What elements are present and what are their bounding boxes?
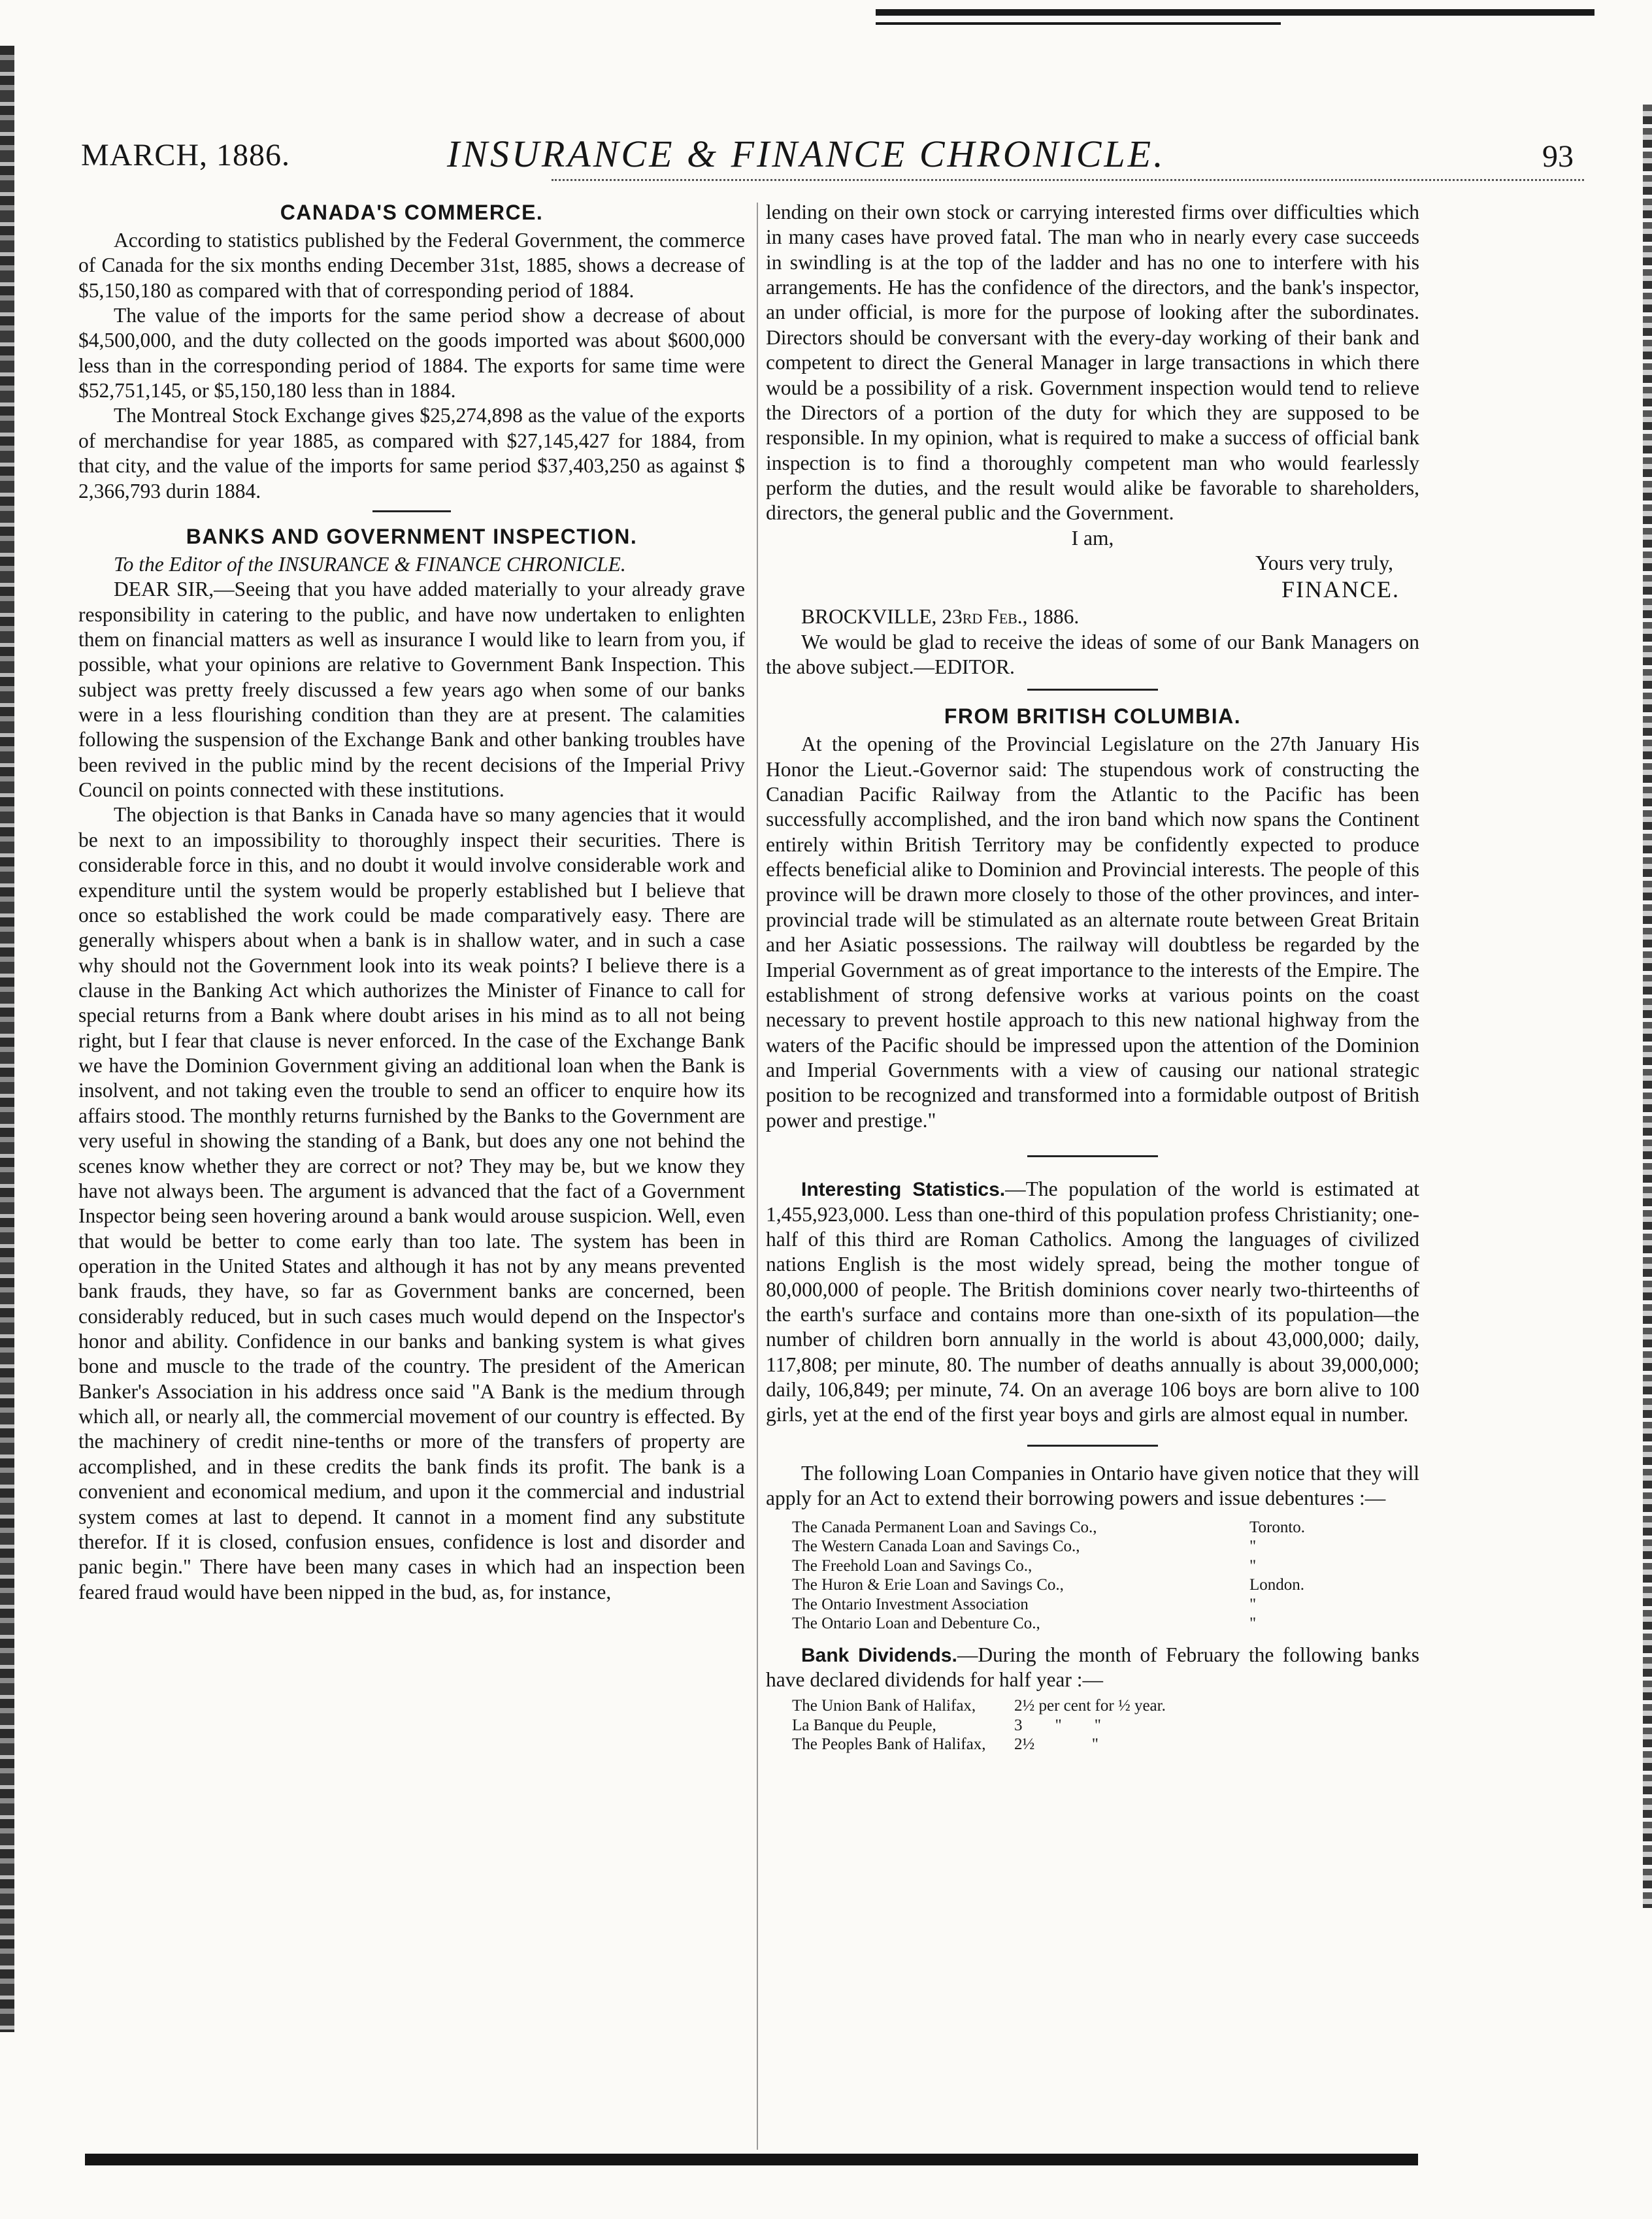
header-rule	[552, 179, 1584, 181]
list-item: The Western Canada Loan and Savings Co., "	[792, 1537, 1257, 1556]
article-heading-banks: BANKS AND GOVERNMENT INSPECTION.	[186, 524, 638, 548]
commerce-paragraph: The value of the imports for the same period show a decrease of about $4,500,000, and the duty collected on the goods imported was about $600,000 less than in the corresponding period of 1884. The exports for same time were $52,751,145, or $5,150,180 less than in 1884.	[78, 304, 745, 403]
dividends-paragraph	[766, 1643, 1419, 1693]
list-item: The Freehold Loan and Savings Co., "	[792, 1556, 1257, 1575]
bc-paragraph: At the opening of the Provincial Legislature on the 27th January His Honor the Lieut.-Governor said: The stupendous work of constructing the Canadian Pacific Railway from the Atlantic to the Pacific has been successfully accomplished, and the iron band which now spans the Continent entirely within British Territory may be confidently expected to produce effects beneficial alike to Dominion and Provincial interests. The people of this province will be drawn more closely to those of the other provinces, and inter-provincial trade will be stimulated as an alternate route between Great Britain and her Asiatic possessions. The railway will doubtless be regarded by the Imperial Government as of great importance to the interests of the Empire. The establishment of strong defensive works at various points on the coast necessary to prevent hostile approach to this new national highway from the waters of the Pacific should be impressed upon the attention of the Dominion and Imperial Governments with a view of causing our national strategic position to be recognized and transformed into a formidable outpost of British power and prestige."	[766, 732, 1419, 1132]
commerce-paragraph: According to statistics published by the Federal Government, the commerce of Canada for the six months ending December 31st, 1885, shows a decrease of $5,150,180 as compared with that of corresponding period of 1884.	[78, 228, 745, 302]
section-separator	[1027, 1155, 1158, 1157]
article-heading-commerce: CANADA'S COMMERCE.	[280, 201, 544, 224]
list-item: La Banque du Peuple, 3 " "	[792, 1716, 1101, 1734]
left-column	[78, 200, 745, 1605]
top-rule-thin	[876, 22, 1281, 25]
page-header	[81, 123, 1584, 182]
list-item: The Peoples Bank of Halifax, 2½ "	[792, 1735, 1099, 1754]
signature: FINANCE.	[1281, 576, 1400, 603]
statistics-paragraph	[766, 1177, 1419, 1428]
list-item: The Ontario Investment Association "	[792, 1595, 1257, 1613]
letter-paragraph: The objection is that Banks in Canada have so many agencies that it would be next to an impossibility to thoroughly inspect their securities. There is considerable force in this, and no doubt it would involve considerable work and expenditure until the system would be properly established but I believe that once so established the work could be made comparatively easy. There are generally whispers about when a bank is in shallow water, and in such a case why should not the Government look into its weak points? I believe there is a clause in the Banking Act which authorizes the Minister of Finance to call for special returns from a Bank where doubt arises in his mind as to all not being right, but I fear that clause is never enforced. In the case of the Exchange Bank we have the Dominion Government giving an additional loan when the Bank is insolvent, and not taking even the trouble to send an officer to enquire how its affairs stood. The monthly returns furnished by the Banks to the Government are very useful in showing the standing of a Bank, but does any one not behind the scenes know whether they are correct or not? They may be, but we know they have not always been. The argument is advanced that the fact of a Government Inspector being seen hovering around a bank would arouse suspicion. Well, even that would be better to come early than too late. The system has been in operation in the United States and although it has not by any means prevented bank frauds, they have, so far as Government banks are concerned, been considerably reduced, but in such cases much would depend on the Inspector's honor and ability. Confidence in our banks and banking system is what gives bone and muscle to the trade of the country. The president of the American Banker's Association in his address once said "A Bank is the medium through which all, or nearly all, the commercial movement of our country is effected. By the machinery of credit nine-tenths or more of the transfers of property are accomplished, and in these credits the bank finds its profit. The bank is a convenient and economical medium, and upon it the commercial and industrial system comes at last to depend. It cannot in a moment find any substitute therefor. If it is closed, confusion ensues, confidence is lost and disorder and panic begin." There have been many cases in which had an inspection been feared fraud would have been nipped in the bud, as, for instance,	[78, 803, 745, 1603]
letter-paragraph	[78, 577, 745, 802]
to-editor-line: To the Editor of the INSURANCE & FINANCE CHRONICLE.	[114, 552, 626, 576]
article-heading-bc: FROM BRITISH COLUMBIA.	[944, 704, 1242, 729]
publication-title: INSURANCE & FINANCE CHRONICLE.	[447, 133, 1166, 175]
loan-company-list	[766, 1518, 1419, 1634]
section-separator	[1027, 689, 1158, 691]
statistics-runin: Interesting Statistics.	[801, 1179, 1006, 1201]
right-column	[766, 200, 1419, 1754]
page-edge	[1643, 105, 1652, 1908]
statistics-text: —The population of the world is estimated at 1,455,923,000. Less than one-third of this population profess Christianity; one-half of this third are Roman Catholics. Among the languages of civilized nations English is the most widely spread, being the mother tongue of 80,000,000 of people. The British dominions cover nearly two-thirteenths of the earth's surface and contains more than one-sixth of its population—the number of children born annually in the world is about 43,000,000; daily, 117,808; per minute, 80. The number of deaths annually is about 39,000,000; daily, 106,849; per minute, 74. On an average 106 boys are born alive to 100 girls, yet at the end of the first year boys and girls are almost equal in number.	[766, 1177, 1420, 1426]
page-number: 93	[1542, 139, 1574, 174]
letter-text: —Seeing that you have added materially to your already grave responsibility in catering to the public, and have now undertaken to enlighten them on financial matters as well as insurance I would like to learn from you, if possible, what your opinions are relative to Government Bank Inspection. This subject was pretty freely discussed a few years ago when some of our banks were in a less flourishing condition than they are at present. The calamities following the suspension of the Exchange Bank and other banking troubles have been revived in the public mind by the recent decisions of the Imperial Privy Council on points connected with these institutions.	[78, 578, 745, 802]
top-rule	[876, 9, 1594, 16]
issue-date: MARCH, 1886.	[81, 138, 291, 173]
dividends-runin: Bank Dividends.	[801, 1644, 957, 1666]
letter-continued: lending on their own stock or carrying interested firms over difficulties which in many cases have proved fatal. The man who in nearly every case succeeds in swindling is at the top of the ladder and has no one to interfere with his arrangements. He has the confidence of the directors, and the bank's inspector, an under official, is more for the purpose of looking after the subordinates. Directors should be conversant with the every-day working of their bank and competent to direct the General Manager in large transactions in which there would be a possibility of a risk. Government inspection would tend to relieve the Directors of a portion of the duty for which they are supposed to be responsible. In my opinion, what is required to make a success of official bank inspection is to find a thoroughly competent man who would fearlessly perform the duties, and the result would alike be favorable to shareholders, directors, the general public and the Government.	[766, 201, 1419, 525]
binding-edge	[0, 46, 14, 2032]
editor-note: We would be glad to receive the ideas of some of our Bank Managers on the above subject.—EDITOR.	[766, 630, 1419, 678]
section-separator	[372, 510, 451, 512]
salutation: DEAR SIR,	[114, 578, 214, 601]
dividends-text: —During the month of February the following banks have declared dividends for half year :—	[766, 1643, 1419, 1692]
column-divider	[757, 203, 758, 2150]
commerce-paragraph: The Montreal Stock Exchange gives $25,274,898 as the value of the exports of merchandise for year 1885, as compared with $27,145,427 for 1884, from that city, and the value of the imports for same period $37,403,250 as against $ 2,366,793 durin 1884.	[78, 404, 745, 502]
list-item: The Union Bank of Halifax, 2½ per cent for ½ year.	[792, 1697, 1166, 1715]
place-date: BROCKVILLE, 23rd Feb., 1886.	[801, 605, 1080, 629]
list-item: The Canada Permanent Loan and Savings Co., Toronto.	[792, 1518, 1306, 1536]
closing-line: Yours very truly,	[1255, 551, 1393, 575]
dividend-list	[766, 1696, 1419, 1754]
list-item: The Ontario Loan and Debenture Co., "	[792, 1615, 1257, 1633]
loans-intro: The following Loan Companies in Ontario have given notice that they will apply for an Act to extend their borrowing powers and issue debentures :—	[766, 1461, 1419, 1510]
list-item: The Huron & Erie Loan and Savings Co., London.	[792, 1576, 1305, 1594]
closing-line: I am,	[1071, 526, 1114, 550]
bottom-rule	[85, 2154, 1418, 2165]
section-separator	[1027, 1445, 1158, 1447]
